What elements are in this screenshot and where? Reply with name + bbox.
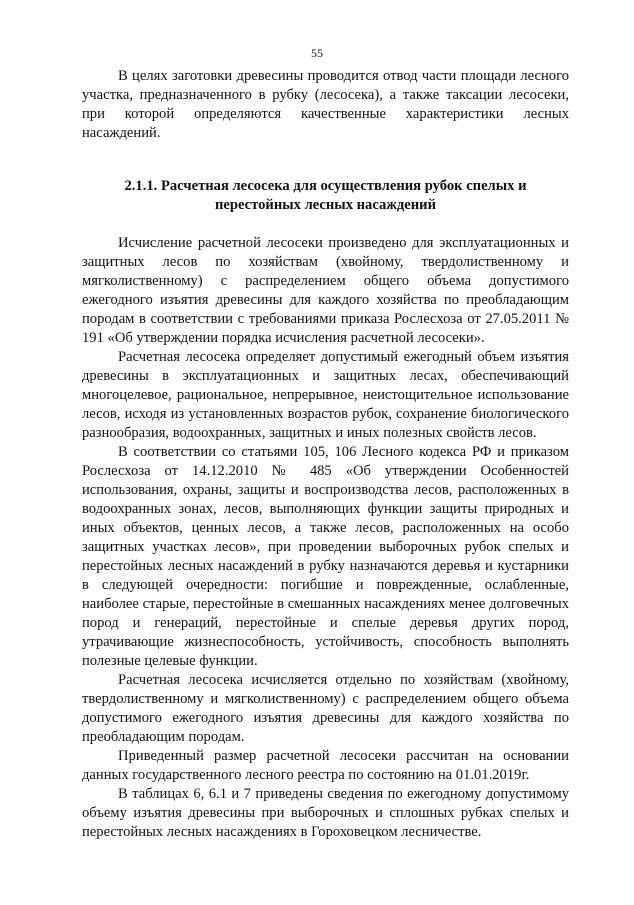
section-title: 2.1.1. Расчетная лесосека для осуществления рубок спелых и перестойных лесных насаждений [124,178,527,213]
intro-paragraph: В целях заготовки древесины проводится отвод части площади лесного участка, предназначенного в рубку (лесосека), а также таксации лесосеки, при которой определяются качественные характеристики лесных насаждений. [82,68,569,141]
document-body [82,67,569,842]
paragraph: В таблицах 6, 6.1 и 7 приведены сведения по ежегодному допустимому объему изъятия древесины при выборочных и сплошных рубках спелых и перестойных лесных насаждениях в Гороховецком лесничестве. [82,786,569,840]
page-number: 55 [311,46,323,60]
paragraph: В соответствии со статьями 105, 106 Лесного кодекса РФ и приказом Рослесхоза от 14.12.2010 № 485 «Об утверждении Особенностей использования, охраны, защиты и воспроизводства лесов, расположенных в водоохранных зонах, лесов, выполняющих функции защиты природных и иных объектов, ценных лесов, а также лесов, расположенных на особо защитных участках лесов», при проведении выборочных рубок спелых и перестойных лесных насаждений в рубку назначаются деревья и кустарники в следующей очередности: погибшие и поврежденные, ослабленные, наиболее старые, перестойные в смешанных насаждениях менее долговечных пород и генераций, перестойные и спелые деревья других пород, утрачивающие жизнеспособность, устойчивость, способность выполнять полезные целевые функции. [82,444,569,669]
paragraph: Приведенный размер расчетной лесосеки рассчитан на основании данных государственного лесного реестра по состоянию на 01.01.2019г. [82,748,569,783]
paragraph: Расчетная лесосека определяет допустимый ежегодный объем изъятия древесины в эксплуатационных и защитных лесах, обеспечивающий многоцелевое, рациональное, непрерывное, неистощительное использование лесов, исходя из установленных возрастов рубок, сохранение биологического разнообразия, водоохранных, защитных и иных полезных свойств лесов. [82,349,569,441]
paragraph: Исчисление расчетной лесосеки произведено для эксплуатационных и защитных лесов по хозяйствам (хвойному, твердолиственному и мягколиственному) с распределением общего объема допустимого ежегодного изъятия древесины для каждого хозяйства по преобладающим породам в соответствии с требованиями приказа Рослесхоза от 27.05.2011 № 191 «Об утверждении порядка исчисления расчетной лесосеки». [82,235,569,346]
paragraph: Расчетная лесосека исчисляется отдельно по хозяйствам (хвойному, твердолиственному и мягколиственному) с распределением общего объема допустимого ежегодного изъятия древесины для каждого хозяйства по преобладающим породам. [82,672,569,745]
